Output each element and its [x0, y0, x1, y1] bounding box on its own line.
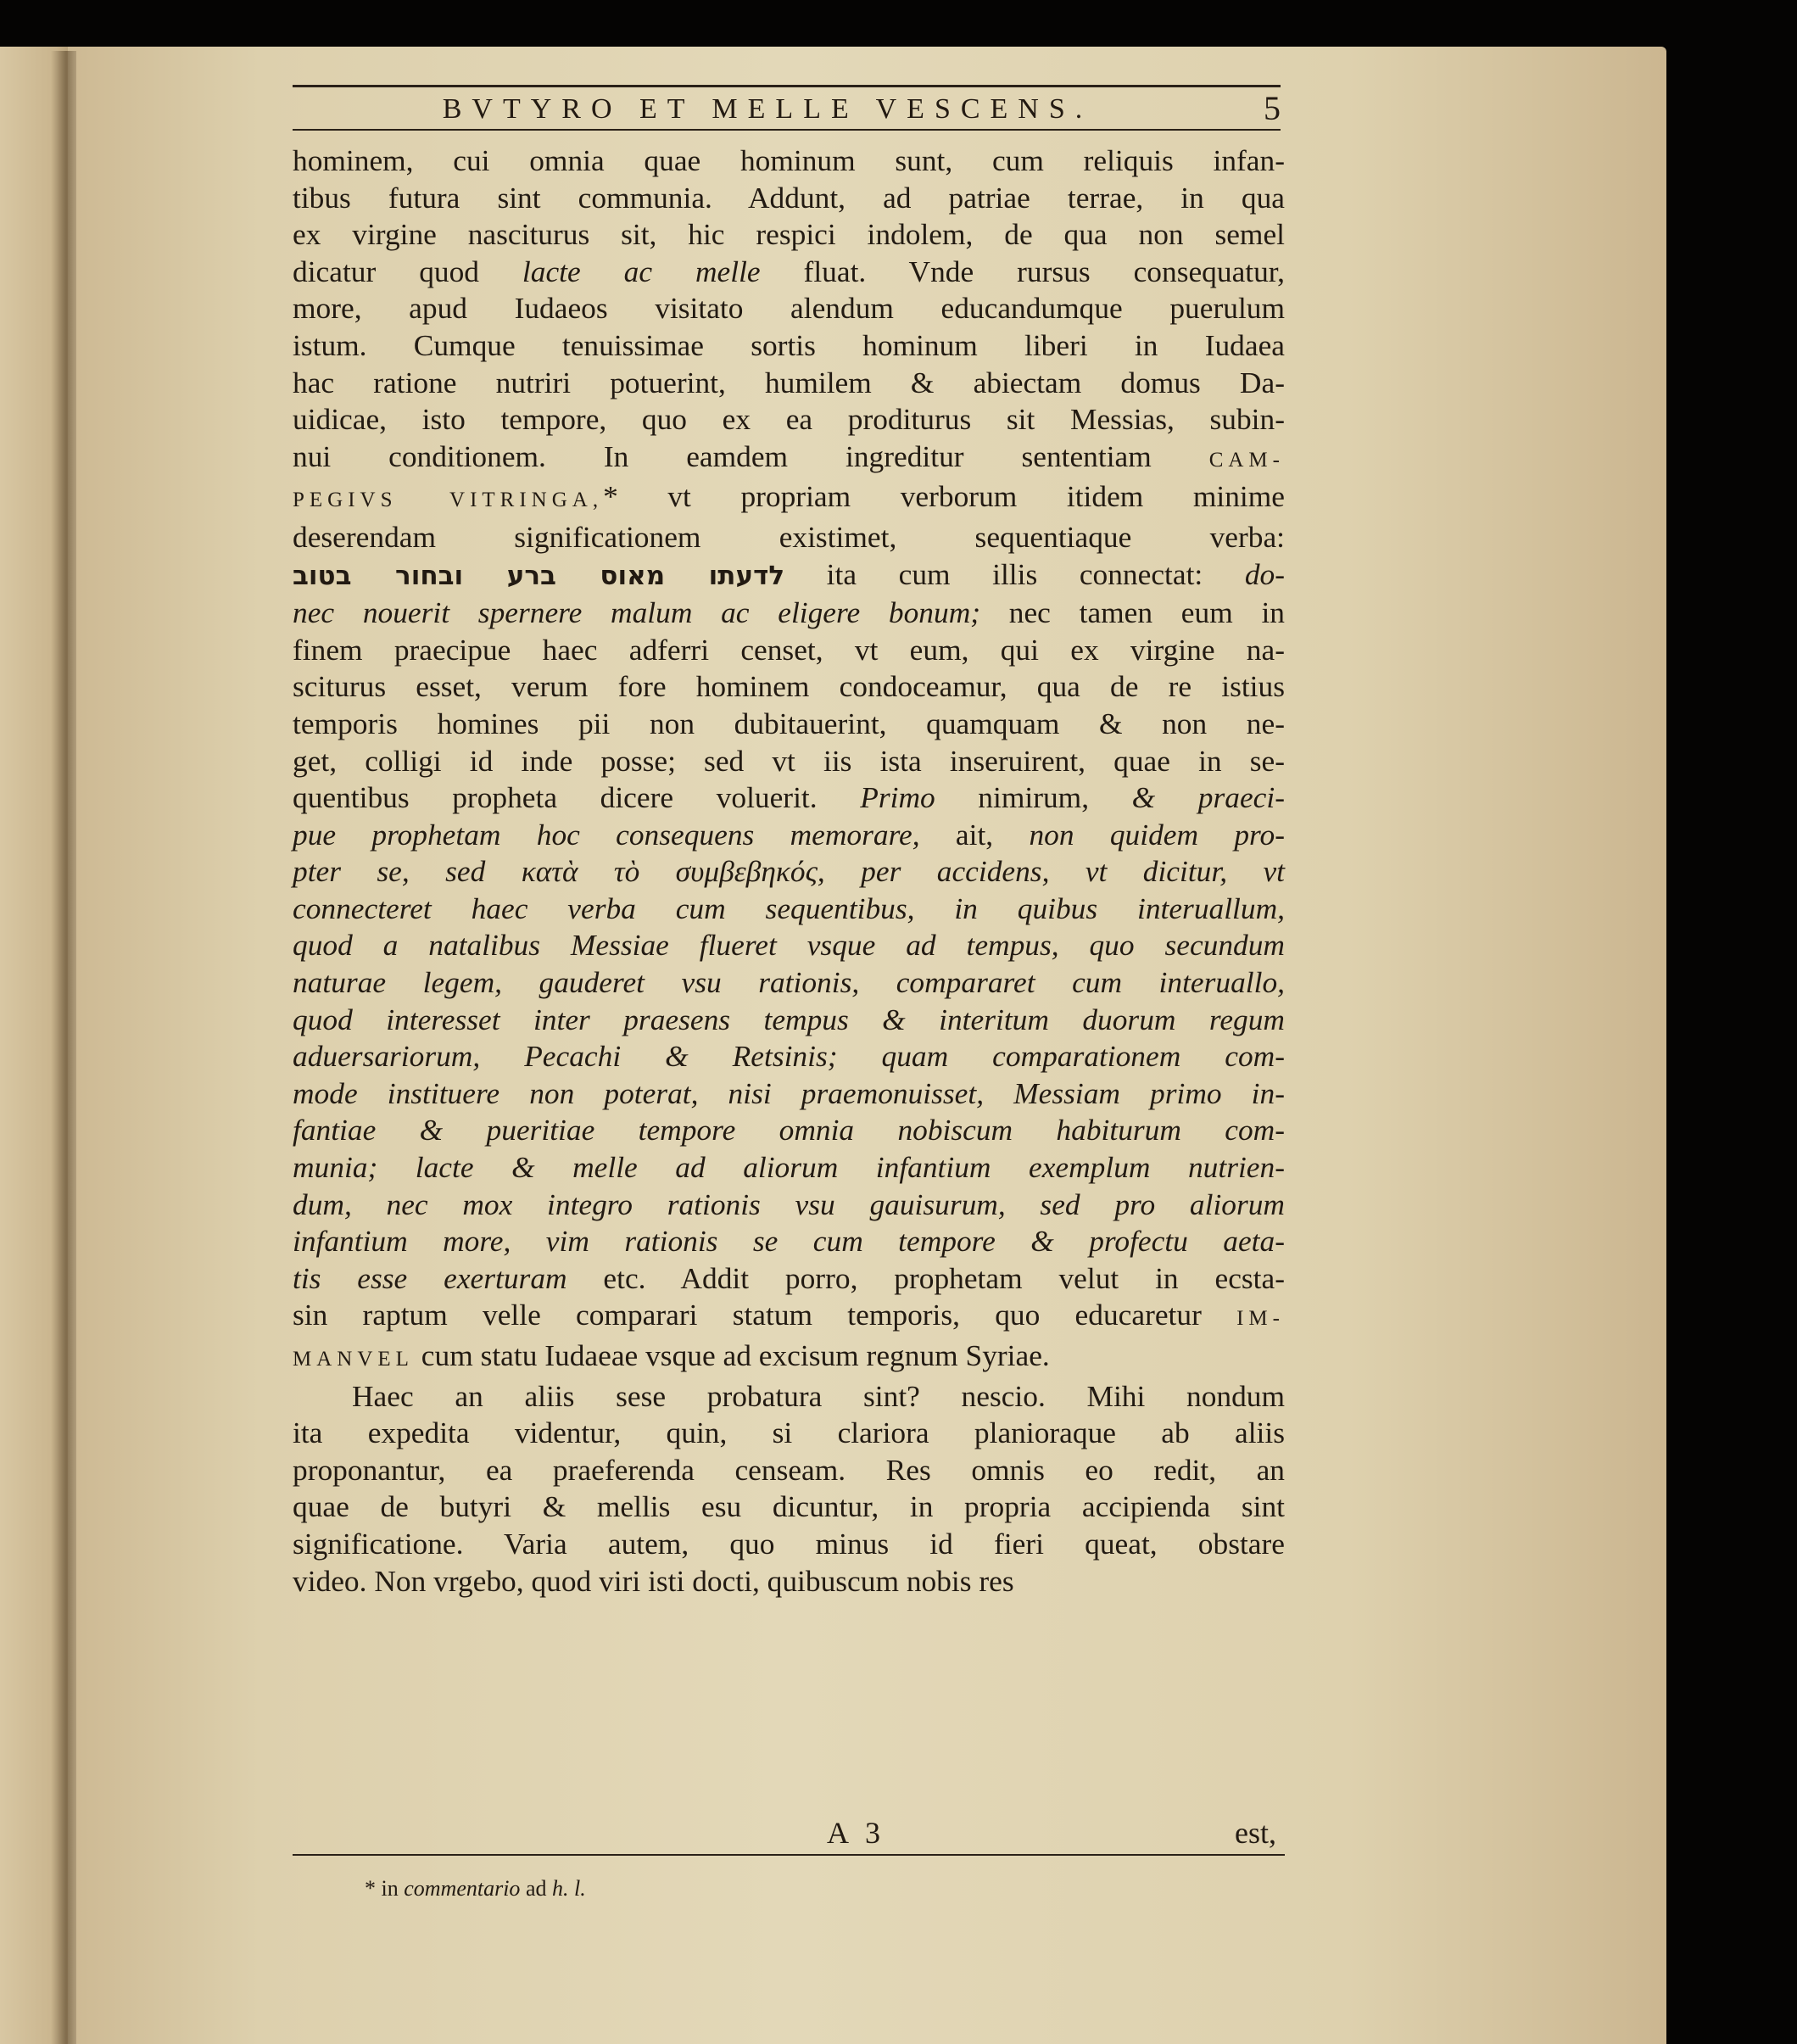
text-line	[293, 478, 1285, 519]
text-run: sin raptum velle comparari statum temporis, quo educaretur	[293, 1298, 1237, 1332]
text-line	[293, 706, 1285, 743]
text-line	[293, 1415, 1285, 1452]
text-run: nui conditionem. In eamdem ingreditur sententiam	[293, 438, 1209, 473]
text-line	[293, 779, 1285, 817]
text-run: nec tamen eum in	[980, 595, 1285, 630]
page-footer	[293, 1815, 1285, 1866]
text-run: quentibus propheta dicere voluerit.	[293, 780, 861, 815]
text-run: istum. Cumque tenuissimae sortis hominum liberi in Iudaea	[293, 327, 1285, 362]
text-line	[293, 1260, 1285, 1298]
italic-run: lacte ac melle	[522, 254, 761, 288]
text-line	[293, 853, 1285, 891]
text-run: * vt propriam verborum itidem minime	[603, 479, 1285, 514]
text-line	[293, 556, 1285, 595]
small-caps-name: CAM-	[1208, 448, 1285, 472]
text-line	[293, 1002, 1285, 1039]
text-line	[293, 1149, 1285, 1187]
text-run: sciturus esset, verum fore hominem condoceamur, qua de re istius	[293, 669, 1285, 704]
running-title: BVTYRO ET MELLE VESCENS.	[442, 93, 1093, 125]
hebrew-quote: לדעתו מאוס ברע ובחור בטוב	[293, 560, 785, 591]
text-line	[293, 1297, 1285, 1338]
text-line	[293, 595, 1285, 632]
text-run: proponantur, ea praeferenda censeam. Res omnis eo redit, an	[293, 1452, 1285, 1487]
text-line	[293, 142, 1285, 180]
footnote-mark: *	[365, 1876, 376, 1901]
text-line	[293, 1452, 1285, 1489]
text-line	[293, 1563, 1285, 1600]
text-line	[293, 743, 1285, 780]
page-header	[293, 85, 1281, 136]
signature-mark: A 3	[827, 1816, 886, 1850]
text-line	[293, 254, 1285, 291]
text-line	[293, 1338, 1285, 1378]
italic-run: nec nouerit spernere malum ac eligere bonum;	[293, 595, 981, 630]
text-line	[293, 1526, 1285, 1563]
text-run: hac ratione nutriri potuerint, humilem & abiectam domus Da-	[293, 365, 1285, 399]
header-rule-bottom	[293, 129, 1281, 131]
italic-run: fantiae & pueritiae tempore omnia nobiscum habiturum com-	[293, 1113, 1285, 1148]
text-run: ita cum illis connectat:	[784, 556, 1245, 591]
text-line	[293, 632, 1285, 669]
italic-run: mode instituere non poterat, nisi praemonuisset, Messiam primo in-	[293, 1075, 1285, 1110]
footnote-rule	[293, 1854, 1285, 1856]
italic-run: tis esse exerturam	[293, 1260, 567, 1295]
text-line	[293, 216, 1285, 254]
italic-run: connecteret haec verba cum sequentibus, in quibus interuallum,	[293, 891, 1285, 925]
small-caps-name: PEGIVS VITRINGA,	[293, 489, 604, 512]
italic-run: munia; lacte & melle ad aliorum infantium exemplum nutrien-	[293, 1150, 1285, 1185]
footnote-work: commentario	[404, 1876, 521, 1901]
text-line	[293, 891, 1285, 928]
italic-run: quod interesset inter praesens tempus & interitum duorum regum	[293, 1002, 1285, 1036]
text-run: deserendam significationem existimet, sequentiaque verba:	[293, 519, 1285, 554]
text-run: quae de butyri & mellis esu dicuntur, in propria accipienda sint	[293, 1489, 1285, 1524]
italic-run: infantium more, vim rationis se cum tempore & profectu aeta-	[293, 1224, 1285, 1259]
text-run: video. Non vrgebo, quod viri isti docti, quibuscum nobis res	[293, 1563, 1014, 1598]
text-line	[293, 1488, 1285, 1526]
text-line	[293, 817, 1285, 854]
italic-run: dum, nec mox integro rationis vsu gauisurum, sed pro aliorum	[293, 1187, 1285, 1221]
text-line	[293, 964, 1285, 1002]
body-text	[293, 142, 1285, 1600]
footnote-mid: ad	[525, 1876, 547, 1901]
italic-run: do-	[1244, 556, 1285, 591]
text-run: uidicae, isto tempore, quo ex ea proditurus sit Messias, subin-	[293, 402, 1285, 437]
text-run: temporis homines pii non dubitauerint, quamquam & non ne-	[293, 706, 1285, 740]
text-line	[293, 1075, 1285, 1113]
small-caps-name: IM-	[1236, 1307, 1285, 1331]
text-run: etc. Addit porro, prophetam velut in ecsta-	[566, 1260, 1285, 1295]
text-line	[293, 1038, 1285, 1075]
footnote	[365, 1876, 586, 1902]
text-run: ita expedita videntur, quin, si clariora planioraque ab aliis	[293, 1416, 1285, 1450]
text-run: hominem, cui omnia quae hominum sunt, cum reliquis infan-	[293, 143, 1285, 177]
text-line	[293, 401, 1285, 438]
text-line	[293, 180, 1285, 217]
text-line	[293, 668, 1285, 706]
text-line	[293, 1378, 1285, 1416]
text-run: cum statu Iudaeae vsque ad excisum regnum Syriae.	[413, 1338, 1050, 1372]
text-line	[293, 365, 1285, 402]
text-line	[293, 519, 1285, 556]
footnote-pre: in	[381, 1876, 399, 1901]
italic-run: non quidem pro-	[1029, 817, 1285, 852]
text-run: Haec an aliis sese probatura sint? nescio. Mihi nondum	[352, 1378, 1285, 1413]
text-run: nimirum,	[935, 780, 1132, 815]
text-run: get, colligi id inde posse; sed vt iis ista inseruirent, quae in se-	[293, 743, 1285, 778]
paragraph-2	[293, 1378, 1285, 1600]
footnote-locus: h. l.	[551, 1876, 586, 1901]
page-number: 5	[1264, 89, 1281, 127]
text-line	[293, 438, 1285, 479]
italic-run: Primo	[860, 780, 935, 815]
text-line	[293, 327, 1285, 365]
text-line	[293, 1112, 1285, 1149]
italic-run: pue prophetam hoc consequens memorare,	[293, 817, 920, 852]
paragraph-1	[293, 142, 1285, 1378]
text-run: ait,	[919, 817, 1030, 852]
italic-run: quod a natalibus Messiae flueret vsque ad tempus, quo secundum	[293, 928, 1285, 963]
text-run: significatione. Varia autem, quo minus id fieri queat, obstare	[293, 1526, 1285, 1561]
text-run: fluat. Vnde rursus consequatur,	[760, 254, 1286, 288]
text-line	[293, 1187, 1285, 1224]
small-caps-name: MANVEL	[293, 1348, 414, 1371]
text-line	[293, 1223, 1285, 1260]
book-gutter	[51, 51, 76, 2044]
text-run: finem praecipue haec adferri censet, vt eum, qui ex virgine na-	[293, 632, 1285, 667]
italic-run: pter se, sed κατὰ τὸ συμβεβηκός, per accidens, vt dicitur, vt	[293, 854, 1285, 889]
italic-run: & praeci-	[1131, 780, 1285, 815]
catchword: est,	[1235, 1816, 1276, 1850]
italic-run: naturae legem, gauderet vsu rationis, compararet cum interuallo,	[293, 965, 1285, 1000]
text-run: dicatur quod	[293, 254, 522, 288]
text-run: more, apud Iudaeos visitato alendum educandumque puerulum	[293, 291, 1285, 326]
text-line	[293, 290, 1285, 327]
header-rule-top	[293, 85, 1281, 87]
italic-run: aduersariorum, Pecachi & Retsinis; quam comparationem com-	[293, 1039, 1285, 1074]
text-run: tibus futura sint communia. Addunt, ad patriae terrae, in qua	[293, 180, 1285, 215]
text-line	[293, 927, 1285, 964]
text-run: ex virgine nasciturus sit, hic respici indolem, de qua non semel	[293, 217, 1285, 252]
